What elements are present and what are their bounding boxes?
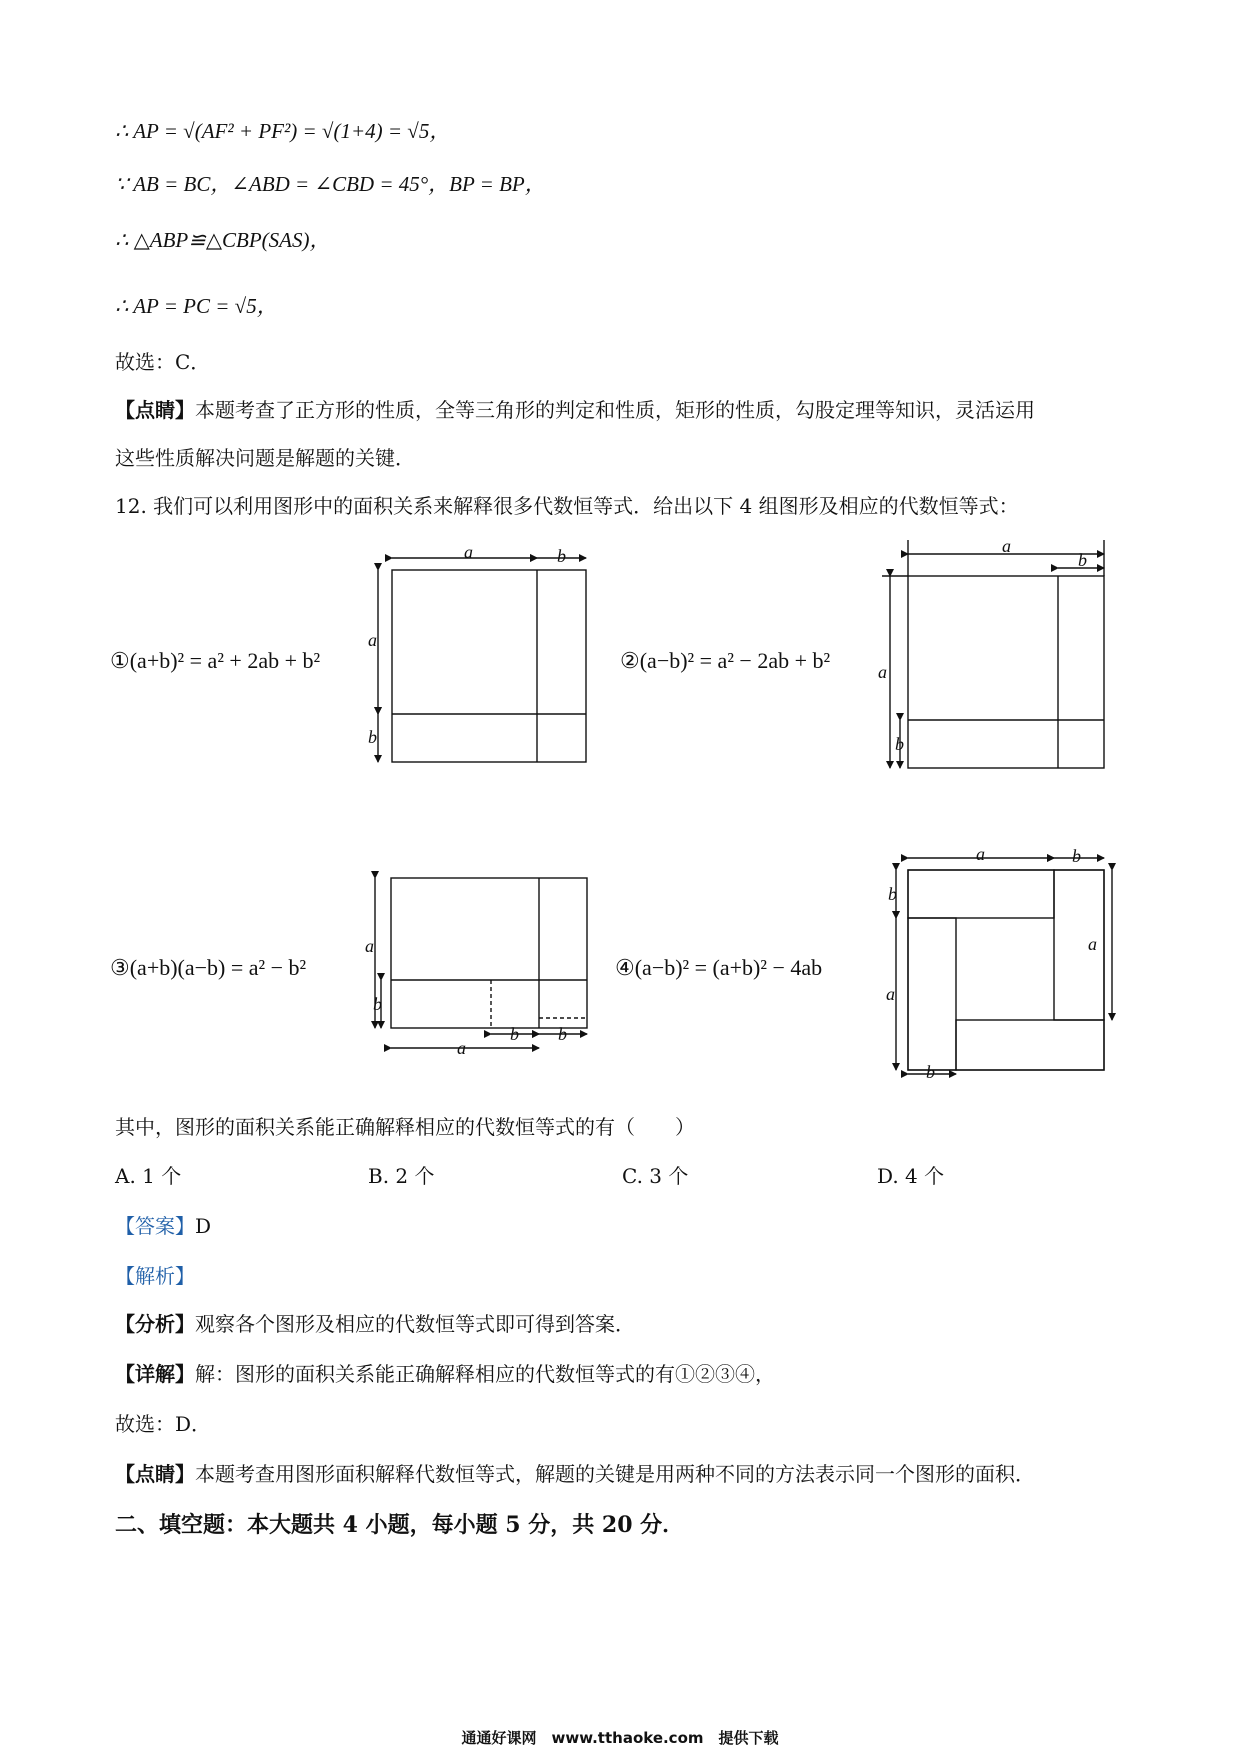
fenxi-tag: 【分析】 bbox=[115, 1312, 195, 1336]
section-2-heading: 二、填空题：本大题共 4 小题，每小题 5 分，共 20 分． bbox=[115, 1512, 685, 1538]
fig4-outer-square bbox=[908, 870, 1104, 1070]
choose-c-line: 故选：C． bbox=[115, 350, 211, 374]
xiangjie-text: 解：图形的面积关系能正确解释相应的代数恒等式的有①②③④， bbox=[195, 1362, 775, 1386]
fig1-label-b-left: b bbox=[368, 727, 377, 747]
question-12-stem: 12. 我们可以利用图形中的面积关系来解释很多代数恒等式．给出以下 4 组图形及相应的代数恒等式： bbox=[115, 494, 1019, 518]
option-b: B. 2 个 bbox=[368, 1164, 435, 1188]
fig3-outer-rect bbox=[391, 878, 587, 1028]
fig2-label-a-top: a bbox=[1002, 536, 1011, 556]
identity-2: ②(a−b)² = a² − 2ab + b² bbox=[620, 648, 831, 673]
dianjing-text-1: 本题考查了正方形的性质，全等三角形的判定和性质，矩形的性质，勾股定理等知识，灵活运用 bbox=[195, 398, 1035, 422]
equation-line-congruent: ∴ △ABP≌△CBP(SAS)， bbox=[115, 228, 331, 252]
fig3-label-b-bottom-1: b bbox=[510, 1024, 519, 1044]
fig3-label-b-left: b bbox=[373, 994, 382, 1014]
answer-value: D bbox=[195, 1214, 212, 1238]
fig1-outer-square bbox=[392, 570, 586, 762]
fig4-label-b-bottom: b bbox=[926, 1062, 935, 1082]
figure-3 bbox=[365, 868, 605, 1068]
answer-tag: 【答案】 bbox=[115, 1214, 195, 1238]
dianjing-tag: 【点睛】 bbox=[115, 398, 195, 422]
fig4-label-a-top: a bbox=[976, 844, 985, 864]
figure-4 bbox=[880, 844, 1120, 1082]
answer-line bbox=[115, 1212, 211, 1240]
equation-line-ap-sqrt: ∴ AP = √(AF² + PF²) = √(1+4) = √5， bbox=[115, 119, 451, 143]
identity-1: ①(a+b)² = a² + 2ab + b² bbox=[110, 648, 321, 673]
equation-line-ap-pc: ∴ AP = PC = √5， bbox=[115, 294, 278, 318]
xiangjie-tag: 【详解】 bbox=[115, 1362, 195, 1386]
dianjing-line-1 bbox=[115, 396, 1035, 424]
option-a: A. 1 个 bbox=[115, 1164, 182, 1188]
dianjing-2-line bbox=[115, 1460, 1035, 1488]
fig4-label-b-top: b bbox=[1072, 846, 1081, 866]
dianjing-2-text: 本题考查用图形面积解释代数恒等式，解题的关键是用两种不同的方法表示同一个图形的面积． bbox=[195, 1462, 1035, 1486]
question-12-tail: 其中，图形的面积关系能正确解释相应的代数恒等式的有（ ） bbox=[115, 1115, 695, 1139]
choose-d-line: 故选：D． bbox=[115, 1412, 212, 1436]
identity-4: ④(a−b)² = (a+b)² − 4ab bbox=[615, 955, 823, 980]
dianjing-2-tag: 【点睛】 bbox=[115, 1462, 195, 1486]
fig1-label-a-left: a bbox=[368, 630, 377, 650]
xiangjie-line bbox=[115, 1360, 775, 1388]
fig3-label-a-bottom: a bbox=[457, 1038, 466, 1058]
fig1-label-a-top: a bbox=[464, 542, 473, 562]
fig4-label-b-left: b bbox=[888, 884, 897, 904]
fig4-top-rect bbox=[908, 870, 1054, 918]
identity-3: ③(a+b)(a−b) = a² − b² bbox=[110, 955, 307, 980]
fenxi-line bbox=[115, 1310, 635, 1338]
figure-1 bbox=[368, 542, 600, 770]
fig2-label-b-left: b bbox=[895, 734, 904, 754]
fig4-left-rect bbox=[908, 918, 956, 1070]
option-d: D. 4 个 bbox=[877, 1164, 945, 1188]
fig2-label-b-top: b bbox=[1078, 550, 1087, 570]
option-c: C. 3 个 bbox=[622, 1164, 689, 1188]
fig4-label-a-left: a bbox=[886, 984, 895, 1004]
equation-line-ab-bc: ∵ AB = BC，∠ABD = ∠CBD = 45°，BP = BP， bbox=[115, 172, 546, 196]
dianjing-line-2: 这些性质解决问题是解题的关键． bbox=[115, 446, 415, 470]
page-footer: 通通好课网 www.tthaoke.com 提供下载 bbox=[461, 1729, 779, 1747]
figure-2 bbox=[878, 536, 1120, 780]
fenxi-text: 观察各个图形及相应的代数恒等式即可得到答案． bbox=[195, 1312, 635, 1336]
analysis-tag: 【解析】 bbox=[115, 1264, 195, 1288]
fig3-label-b-bottom-2: b bbox=[558, 1024, 567, 1044]
fig3-label-a-left: a bbox=[365, 936, 374, 956]
fig4-label-a-right: a bbox=[1088, 934, 1097, 954]
fig2-outer-square bbox=[908, 576, 1104, 768]
fig2-label-a-left: a bbox=[878, 662, 887, 682]
fig1-label-b-top: b bbox=[557, 546, 566, 566]
fig4-bottom-rect bbox=[956, 1020, 1104, 1070]
